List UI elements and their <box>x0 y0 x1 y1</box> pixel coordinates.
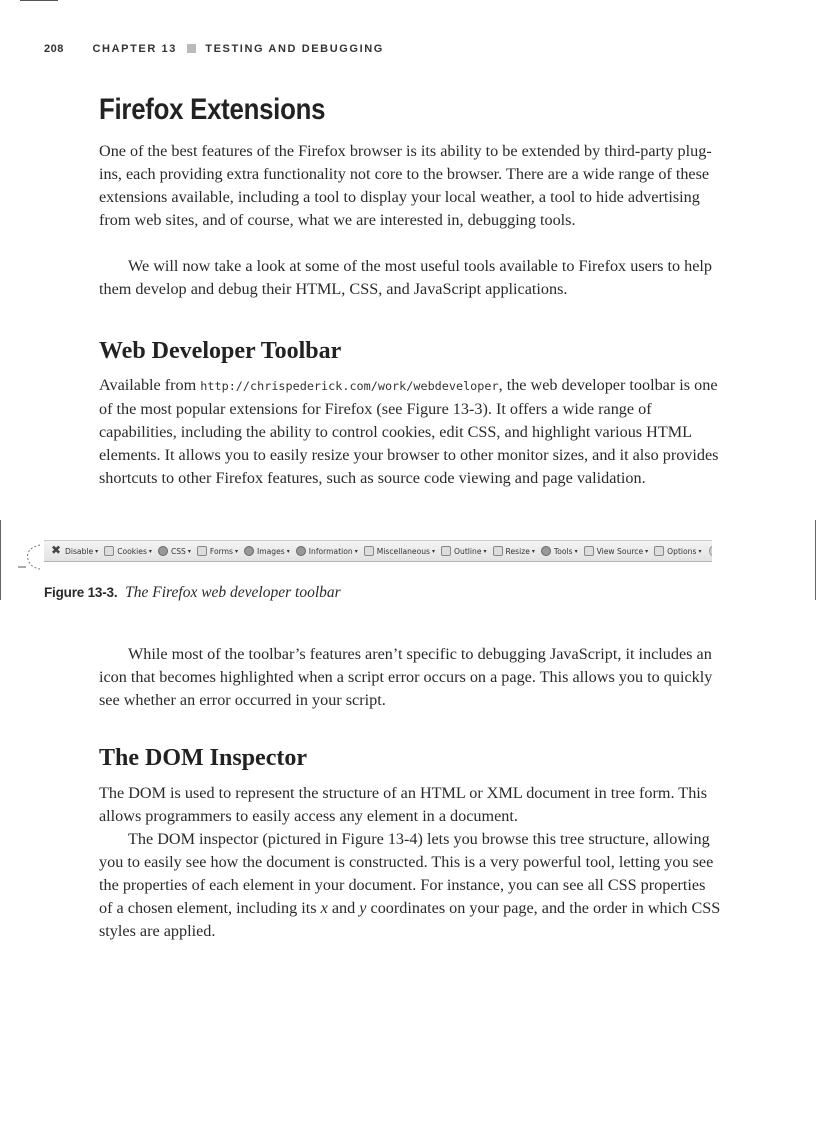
toolbar-item-label: Options <box>667 546 697 556</box>
cookies-icon <box>104 546 114 556</box>
dom-y-variable: y <box>359 899 367 917</box>
toolbar-item-outline[interactable]: Outline ▾ <box>441 546 487 556</box>
disable-icon: ✖ <box>50 543 62 557</box>
toolbar-grip-icon <box>18 541 42 571</box>
toolbar-item-disable[interactable]: ✖ Disable ▾ <box>50 543 99 557</box>
toolbar-item-label: Information <box>308 546 353 556</box>
webdev-text-before: Available from <box>99 376 201 394</box>
toolbar-item-resize[interactable]: Resize ▾ <box>493 546 535 556</box>
css-status-icon[interactable] <box>709 545 712 557</box>
chapter-label: CHAPTER 13 <box>92 43 177 55</box>
options-icon <box>654 546 664 556</box>
toolbar-item-view-source[interactable]: View Source ▾ <box>584 546 649 556</box>
dom-x-variable: x <box>320 899 328 917</box>
toolbar-item-information[interactable]: Information ▾ <box>296 546 358 556</box>
toolbar-item-css[interactable]: CSS ▾ <box>158 546 191 556</box>
toolbar-item-label: Images <box>257 546 285 556</box>
toolbar-status-area <box>701 545 712 557</box>
toolbar-item-forms[interactable]: Forms ▾ <box>197 546 238 556</box>
dom-text-b: coordinates on your page, and the order in which CSS styles are applied. <box>99 899 721 940</box>
webdev-text-after: , the web developer toolbar is one of the most popular extensions for Firefox (see Figure 13-3). It offers a wide range of capabilities, including the ability to control cookies, edit CSS, and highlight various HTML elements. It allows you to easily resize your browser to other monitor sizes, and it also provides shortcuts to other Firefox features, such as source code viewing and page validation. <box>99 376 719 487</box>
css-icon <box>158 546 168 556</box>
figure-caption-text: The Firefox web developer toolbar <box>125 584 341 601</box>
resize-icon <box>493 546 503 556</box>
dom-text-and: and <box>327 899 360 917</box>
dom-inspector-heading: The DOM Inspector <box>99 745 307 771</box>
toolbar-item-miscellaneous[interactable]: Miscellaneous ▾ <box>364 546 435 556</box>
figure-left-rule <box>0 520 1 600</box>
dom-text-a: The DOM inspector (pictured in Figure 13-4) lets you browse this tree structure, allowing you to easily see how the document is constructed. This is a very powerful tool, letting you see the properties of each element in your document. For instance, you can see all CSS properties of a chosen element, including its <box>99 830 714 917</box>
toolbar-item-label: Miscellaneous <box>376 546 431 556</box>
view-source-icon <box>584 546 594 556</box>
tools-icon <box>541 546 551 556</box>
figure-number: Figure 13-3. <box>44 585 118 600</box>
toolbar-item-label: Tools <box>553 546 573 556</box>
page-number: 208 <box>44 43 64 55</box>
toolbar-item-label: Resize <box>505 546 530 556</box>
toolbar-item-label: CSS <box>170 546 186 556</box>
toolbar-item-label: View Source <box>596 546 644 556</box>
intro-paragraph: One of the best features of the Firefox browser is its ability to be extended by third-party plug-ins, each providing extra functionality not core to the browser. There are a wide range of these extensions available, including a tool to display your local weather, a tool to hide advertising from web sites, and of course, what we are interested in, debugging tools. <box>99 142 712 229</box>
outline-icon <box>441 546 451 556</box>
webdev-url-link[interactable]: http://chrispederick.com/work/webdeveloper <box>200 379 499 393</box>
webdev-heading: Web Developer Toolbar <box>99 338 342 364</box>
dom-paragraph-2 <box>99 828 721 943</box>
information-icon <box>296 546 306 556</box>
miscellaneous-icon <box>364 546 374 556</box>
toolbar-item-images[interactable]: Images ▾ <box>244 546 290 556</box>
toolbar-item-label: Disable <box>65 546 94 556</box>
chapter-separator-icon <box>187 44 196 53</box>
toolbar-discussion-paragraph: While most of the toolbar’s features aren’t specific to debugging JavaScript, it includes an icon that becomes highlighted when a script error occurs on a page. This allows you to quickly see whether an error occurred in your script. <box>99 645 713 709</box>
toolbar-item-cookies[interactable]: Cookies ▾ <box>104 546 152 556</box>
toolbar-item-tools[interactable]: Tools ▾ <box>541 546 578 556</box>
figure-caption <box>44 583 341 602</box>
chapter-title: TESTING AND DEBUGGING <box>205 43 384 55</box>
running-head <box>44 43 384 55</box>
web-developer-toolbar <box>44 540 712 562</box>
top-rule <box>20 0 58 1</box>
toolbar-item-options[interactable]: Options ▾ <box>654 546 701 556</box>
section-title: Firefox Extensions <box>99 93 326 126</box>
intro-paragraph-2: We will now take a look at some of the most useful tools available to Firefox users to help them develop and debug their HTML, CSS, and JavaScript applications. <box>99 257 713 298</box>
toolbar-item-label: Cookies <box>117 546 147 556</box>
webdev-paragraph <box>99 374 721 490</box>
dom-paragraph: The DOM is used to represent the structure of an HTML or XML document in tree form. This allows programmers to easily access any element in a document. <box>99 784 708 825</box>
images-icon <box>244 546 254 556</box>
forms-icon <box>197 546 207 556</box>
toolbar-item-label: Forms <box>209 546 233 556</box>
toolbar-item-label: Outline <box>454 546 482 556</box>
